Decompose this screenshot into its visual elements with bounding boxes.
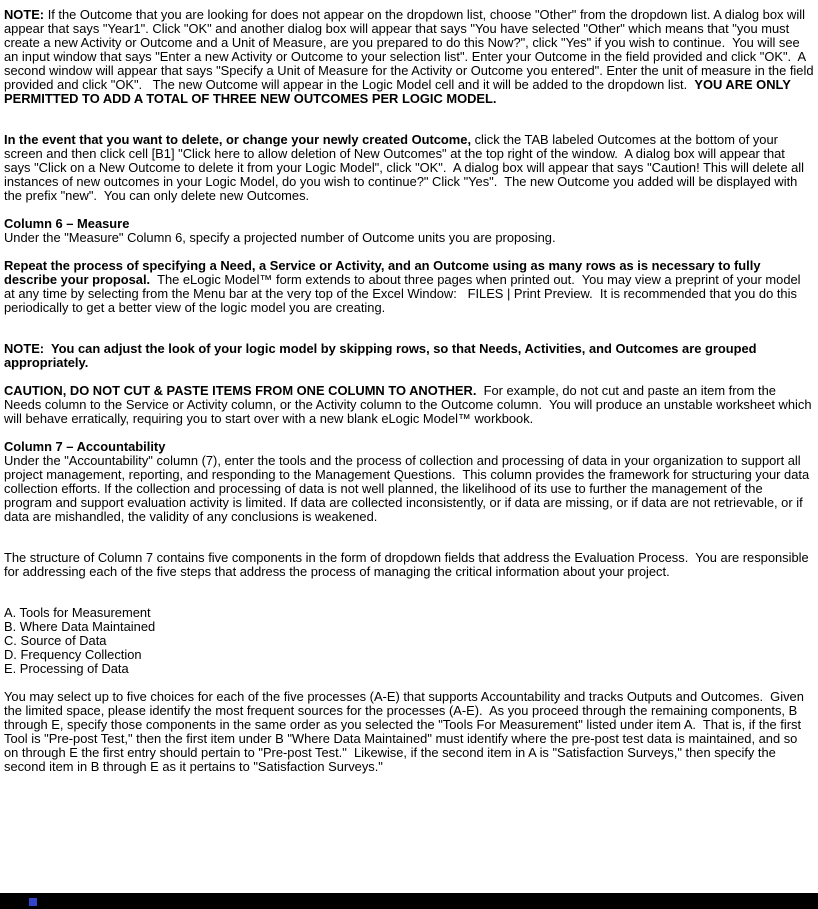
text-run: You may select up to five choices for each of the five processes (A-E) that supports Accountability and tracks Outputs and Outcomes. Given the limited space, please identify the most frequent sources for the processes (A-E). As you proceed through the remaining components, B through E, specify those components in the same order as you selected the "Tools For Measurement" listed under item A. That is, if the first Tool is "Pre-post Test," then the first item under B "Where Data Maintained" must identify where the pre-post test data is maintained, and so on through E the first entry should pertain to "Pre-post Test." Likewise, if the second item in A is "Satisfaction Surveys," then specify the second item in B through E as it pertains to "Satisfaction Surveys." bbox=[4, 689, 808, 774]
list-item: E. Processing of Data bbox=[4, 661, 129, 676]
column-6-heading: Column 6 – Measure bbox=[4, 216, 130, 231]
delete-outcome-paragraph bbox=[4, 133, 814, 203]
five-choices-paragraph bbox=[4, 690, 814, 774]
column-7-heading: Column 7 – Accountability bbox=[4, 439, 166, 454]
column-7-structure-paragraph bbox=[4, 551, 814, 579]
text-run: Under the "Accountability" column (7), enter the tools and the process of collection and processing of data in your organization to support all project management, reporting, and responding to the Management Questions. This column provides the framework for structuring your data collection efforts. If the collection and processing of data is not well planned, the likelihood of its use to further the management of the program and support evaluation activity is limited. If data are collected inconsistently, or if data are missing, or if data are not retrievable, or if data are mishandled, the validity of any conclusions is weakened. bbox=[4, 453, 813, 524]
caution-cut-paste-paragraph bbox=[4, 384, 814, 426]
text-run: click the TAB labeled Outcomes at the bottom of your screen and then click cell [B1] "Click here to allow deletion of New Outcomes" at the top right of the window. A dialog box will appear that says "Click on a New Outcome to delete it from your Logic Model", click "OK". A dialog box will appear that says "Caution! This will delete all instances of new outcomes in your Logic Model, do you wish to continue?" Click "Yes". The new Outcome you added will be displayed with the prefix "new". You can only delete new Outcomes. bbox=[4, 132, 808, 203]
bold-run: YOU ARE ONLY PERMITTED TO ADD A TOTAL OF THREE NEW OUTCOMES PER LOGIC MODEL. bbox=[4, 77, 795, 106]
note-label: NOTE: bbox=[4, 7, 45, 22]
list-item: D. Frequency Collection bbox=[4, 647, 142, 662]
bottom-window-bar bbox=[0, 893, 818, 909]
text-run: For example, do not cut and paste an item from the Needs column to the Service or Activity column, or the Activity column to the Outcome column. You will produce an unstable worksheet which will behave erratically, requiring you to start over with a new blank eLogic Model™ workbook. bbox=[4, 383, 816, 426]
list-item: B. Where Data Maintained bbox=[4, 619, 156, 634]
text-run: The structure of Column 7 contains five components in the form of dropdown fields that address the Evaluation Process. You are responsible for addressing each of the five steps that address the process of managing the critical information about your project. bbox=[4, 550, 813, 579]
text-run: Under the "Measure" Column 6, specify a projected number of Outcome units you are proposing. bbox=[4, 230, 556, 245]
column-7-accountability-section bbox=[4, 440, 814, 524]
bold-run: Repeat the process of specifying a Need, a Service or Activity, and an Outcome using as many rows as is necessary to fully describe your proposal. bbox=[4, 258, 765, 287]
repeat-process-paragraph bbox=[4, 259, 814, 315]
column-6-measure-section bbox=[4, 217, 814, 245]
bold-run: CAUTION, DO NOT CUT & PASTE ITEMS FROM ONE COLUMN TO ANOTHER. bbox=[4, 383, 477, 398]
note-add-outcomes-paragraph bbox=[4, 7, 818, 106]
evaluation-process-list bbox=[4, 606, 814, 676]
list-item: A. Tools for Measurement bbox=[4, 605, 151, 620]
note-skipping-rows-paragraph bbox=[4, 342, 814, 370]
bold-run: NOTE: You can adjust the look of your logic model by skipping rows, so that Needs, Activities, and Outcomes are grouped appropriately. bbox=[4, 341, 761, 370]
text-run: The eLogic Model™ form extends to about three pages when printed out. You may view a preprint of your model at any time by selecting from the Menu bar at the very top of the Excel Window: FILES | Print Preview. It is recommended that you do this periodically to get a better view of the logic model you are creating. bbox=[4, 272, 805, 315]
list-item: C. Source of Data bbox=[4, 633, 107, 648]
bold-run: In the event that you want to delete, or change your newly created Outcome, bbox=[4, 132, 472, 147]
text-run: If the Outcome that you are looking for does not appear on the dropdown list, choose "Other" from the dropdown list. A dialog box will appear that says "Year1". Click "OK" and another dialog box will appear that says "You have selected "Other" which means that "you must create a new Activity or Outcome and a Unit of Measure, are you prepared to do this Now?", click "Yes" if you wish to continue. You will see an input window that says "Enter a new Activity or Outcome to your selection list". Enter your Outcome in the field provided and click "OK". A second window will appear that says "Specify a Unit of Measure for the Activity or Outcome you entered". Enter the unit of measure in the field provided and click "OK". The new Outcome will appear in the Logic Model cell and it will be added to the dropdown list. bbox=[4, 7, 818, 92]
taskbar-accent-square[interactable] bbox=[29, 898, 37, 906]
